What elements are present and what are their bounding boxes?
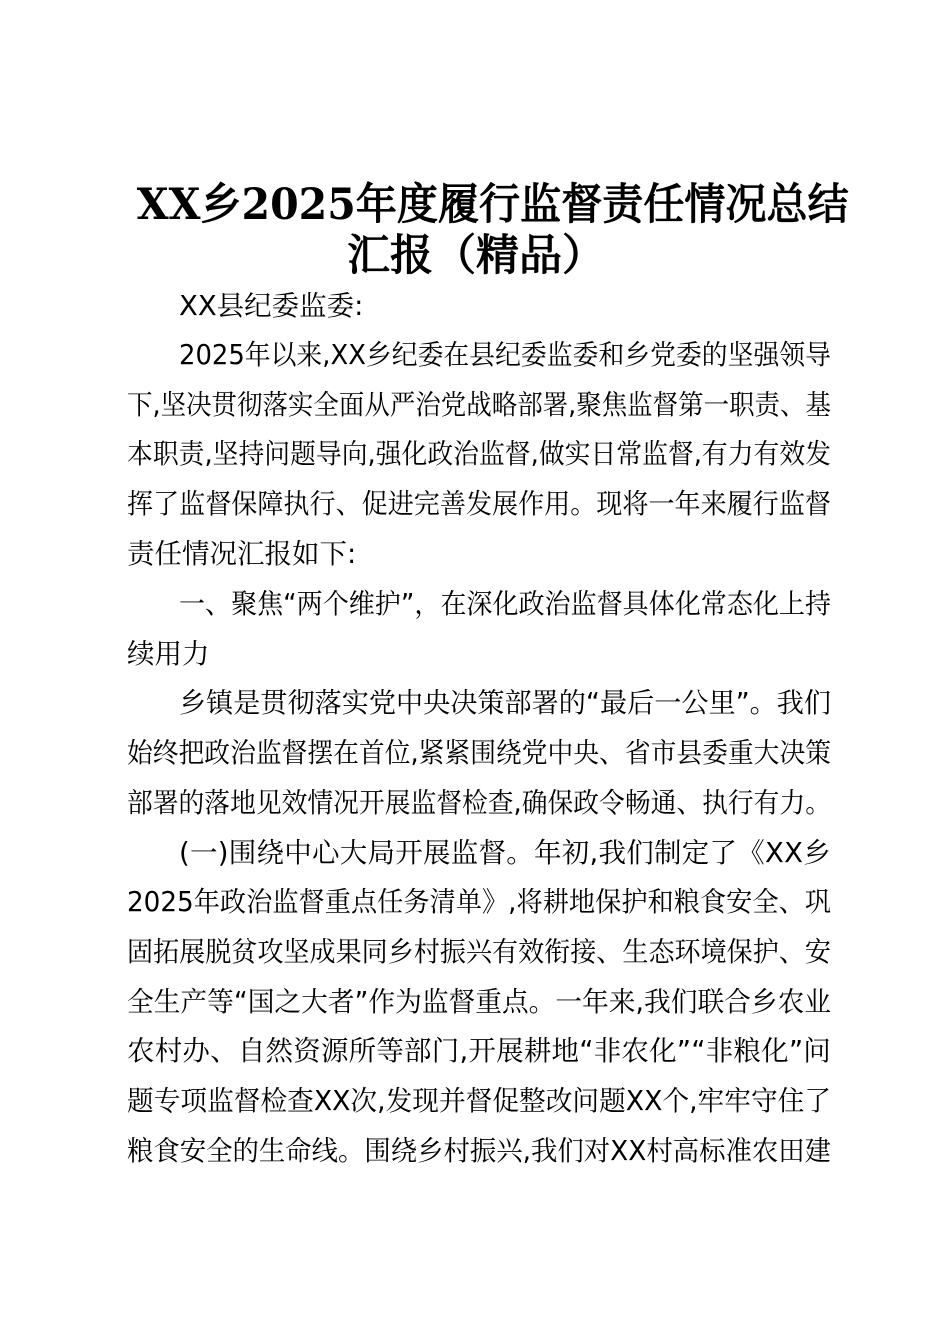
body-text-line-box — [127, 885, 831, 919]
document-title-line-1-box — [120, 180, 849, 230]
body-text-line: 乡镇是贯彻落实党中央决策部署的“最后一公里”。我们 — [179, 687, 832, 719]
body-text-line: XX县纪委监委: — [179, 290, 364, 322]
body-text-line-box — [127, 637, 831, 671]
body-text-line-box — [127, 1134, 831, 1168]
body-text-line: (一)围绕中心大局开展监督。年初,我们制定了《XX乡 — [179, 837, 831, 869]
body-text-line-box — [179, 686, 831, 720]
body-text-line: 2025年政治监督重点任务清单》,将耕地保护和粮食安全、巩 — [127, 886, 832, 918]
body-text-line: 全生产等“国之大者”作为监督重点。一年来,我们联合乡农业 — [127, 986, 832, 1018]
body-text-line: 始终把政治监督摆在首位,紧紧围绕党中央、省市县委重大决策 — [127, 737, 831, 769]
body-text-line-box — [127, 388, 831, 422]
body-text-line-box — [179, 338, 831, 372]
document-title-line-2-box — [120, 231, 832, 281]
body-text-line: 一、聚焦“两个维护”，在深化政治监督具体化常态化上持 — [179, 588, 832, 620]
body-text-line-box — [127, 935, 831, 969]
body-text-line-box — [179, 587, 831, 621]
body-text-line: 题专项监督检查XX次,发现并督促整改问题XX个,牢牢守住了 — [127, 1085, 832, 1117]
body-text-line-box — [179, 836, 831, 870]
document-title-line-2: 汇报（精品） — [347, 231, 605, 281]
body-text-line: 续用力 — [127, 638, 210, 670]
body-text-line-box — [127, 786, 831, 820]
body-text-line: 农村办、自然资源所等部门,开展耕地“非农化”“非粮化”问 — [127, 1035, 831, 1067]
body-text-line-box — [127, 736, 831, 770]
body-text-line: 下,坚决贯彻落实全面从严治党战略部署,聚焦监督第一职责、基 — [127, 389, 831, 421]
body-text-line-box — [179, 289, 831, 323]
body-text-line-box — [127, 537, 831, 571]
body-text-line: 本职责,坚持问题导向,强化政治监督,做实日常监督,有力有效发 — [127, 438, 831, 470]
body-text-line: 固拓展脱贫攻坚成果同乡村振兴有效衔接、生态环境保护、安 — [127, 936, 831, 968]
body-text-line: 2025年以来,XX乡纪委在县纪委监委和乡党委的坚强领导 — [179, 339, 831, 371]
body-text-line: 责任情况汇报如下: — [127, 538, 357, 570]
body-text-line-box — [127, 985, 831, 1019]
body-text-line-box — [127, 1034, 831, 1068]
body-text-line-box — [127, 437, 831, 471]
body-text-line-box — [127, 487, 831, 521]
document-title-line-1: XX乡2025年度履行监督责任情况总结 — [136, 180, 849, 230]
body-text-line: 挥了监督保障执行、促进完善发展作用。现将一年来履行监督 — [127, 488, 831, 520]
body-text-line-box — [127, 1084, 831, 1118]
body-text-line: 粮食安全的生命线。围绕乡村振兴,我们对XX村高标准农田建 — [127, 1135, 831, 1167]
body-text-line: 部署的落地见效情况开展监督检查,确保政令畅通、执行有力。 — [127, 787, 831, 819]
